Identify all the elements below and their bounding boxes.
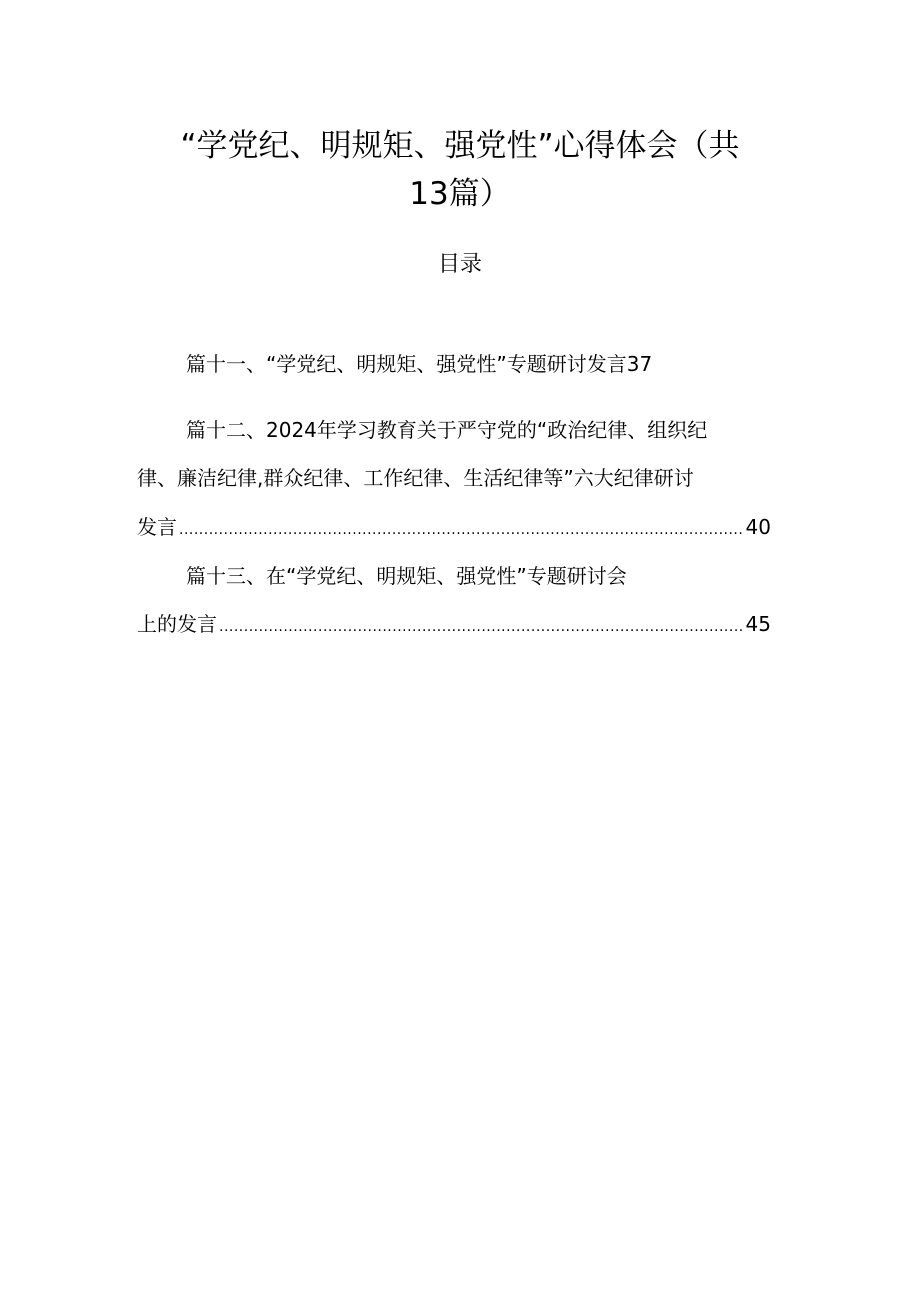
toc-entry-12-page-number: 40 — [745, 515, 771, 539]
toc-entry-12-text: 发言 — [137, 515, 177, 539]
toc-entry-12-line-2[interactable]: 律、廉洁纪律,群众纪律、工作纪律、生活纪律等”六大纪律研讨 — [137, 466, 694, 490]
toc-heading: 目录 — [437, 252, 482, 277]
document-title-line-1: “学党纪、明规矩、强党性”心得体会（共 — [180, 128, 740, 164]
toc-entry-13-page-number: 45 — [745, 612, 771, 636]
document-title-line-2: 13篇） — [409, 176, 511, 212]
dot-leader — [179, 515, 744, 545]
toc-entry-12-line-1[interactable]: 篇十二、2024年学习教育关于严守党的“政治纪律、组织纪 — [186, 418, 708, 442]
toc-entry-13-line-1[interactable]: 篇十三、在“学党纪、明规矩、强党性”专题研讨会 — [186, 564, 627, 588]
toc-entry-11[interactable]: 篇十一、“学党纪、明规矩、强党性”专题研讨发言37 — [186, 352, 653, 376]
toc-entry-13-line-2[interactable] — [137, 609, 771, 642]
toc-entry-13-text: 上的发言 — [137, 612, 217, 636]
dot-leader — [219, 612, 744, 642]
toc-entry-12-line-3[interactable] — [137, 512, 771, 545]
